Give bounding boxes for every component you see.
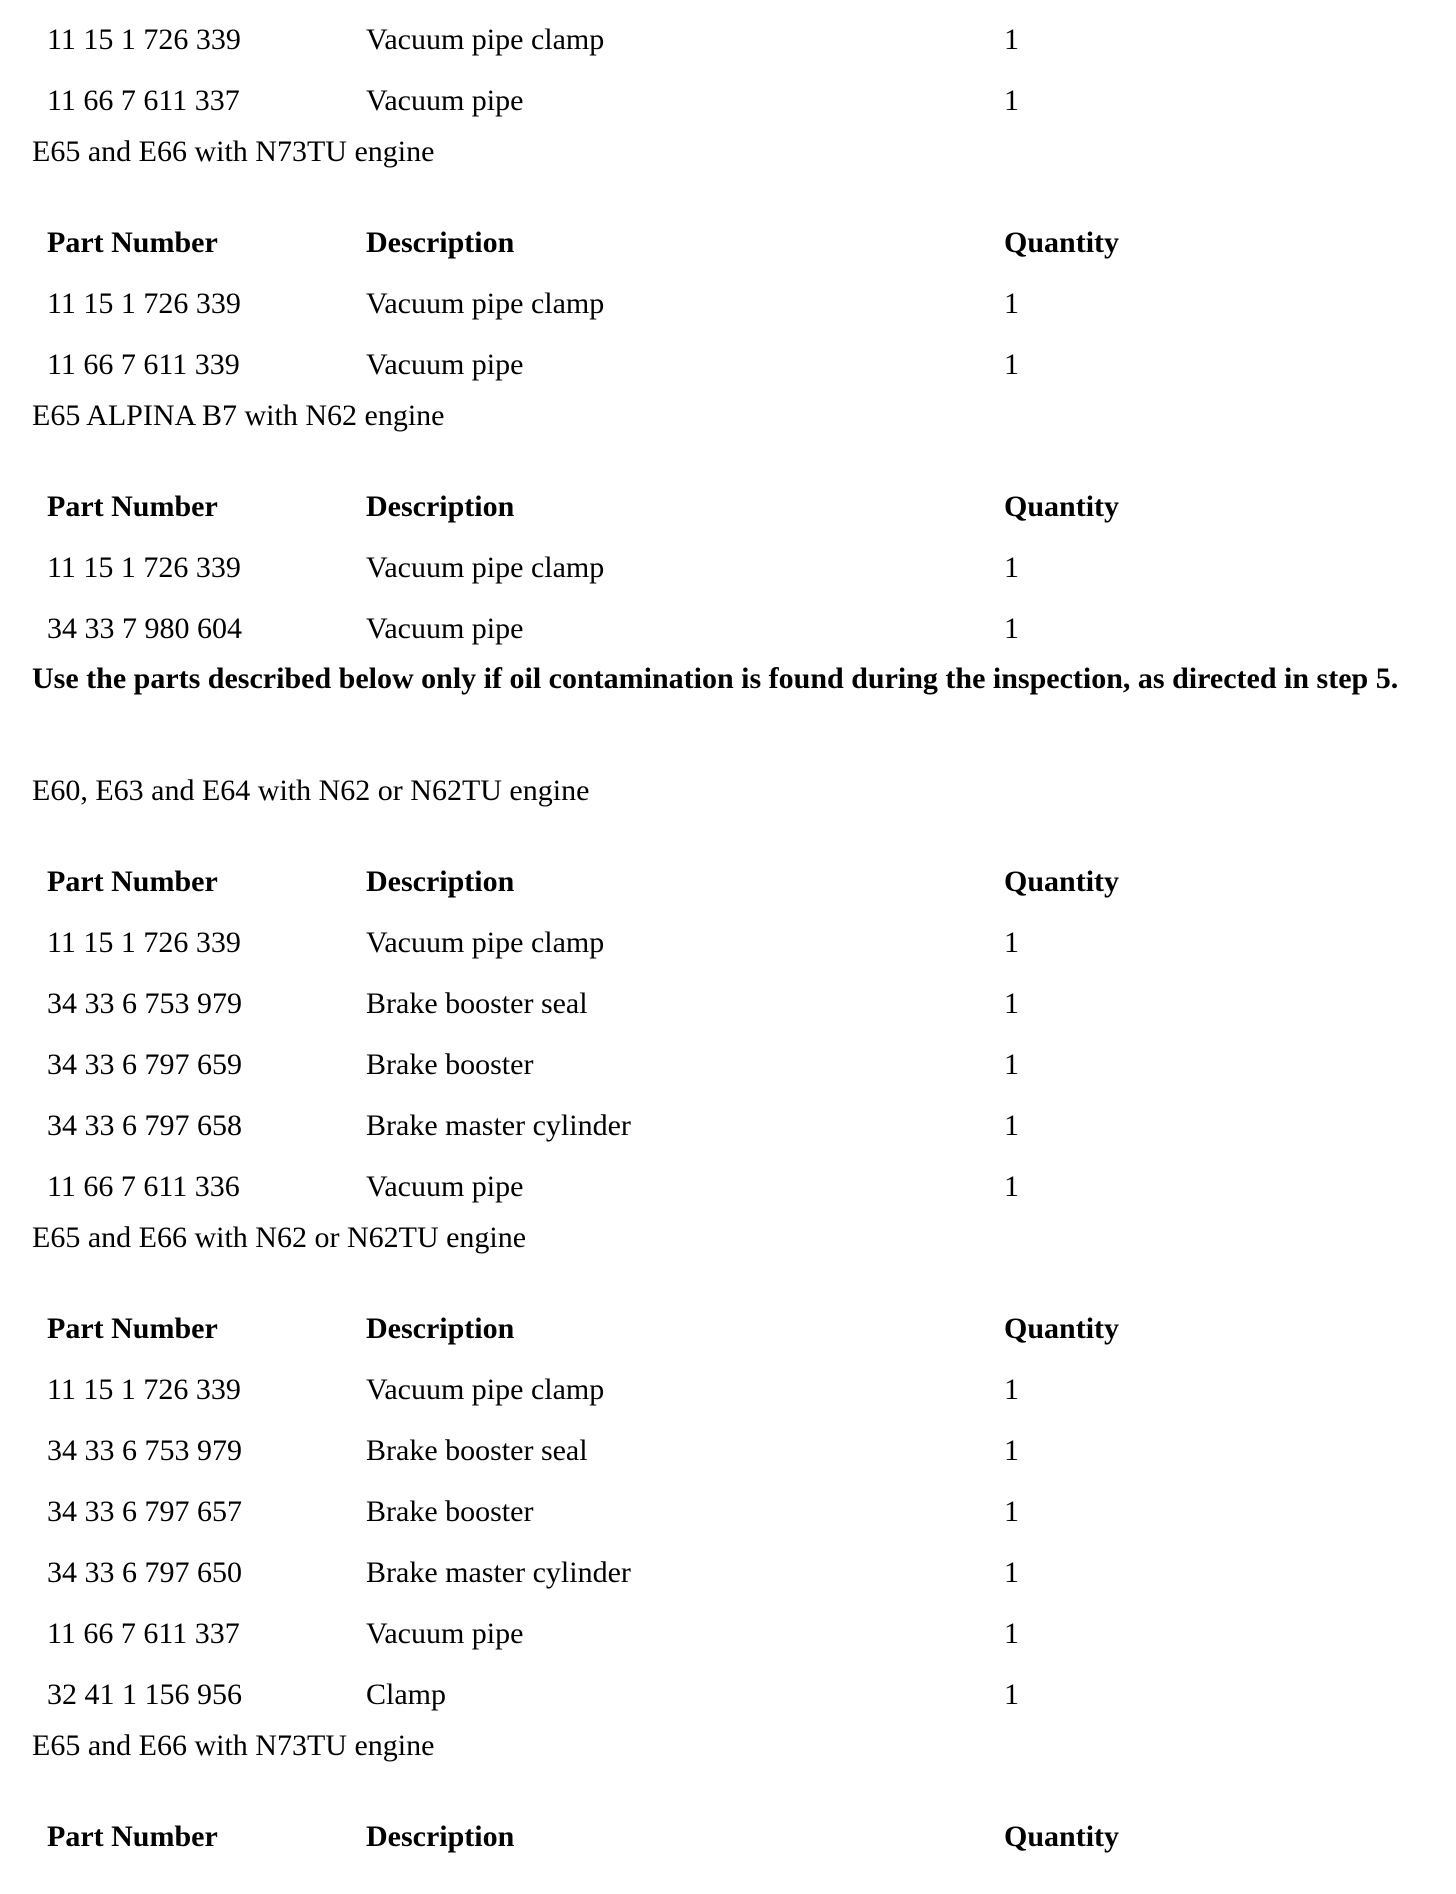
table-row bbox=[0, 1553, 1456, 1593]
quantity: 1 bbox=[1004, 1556, 1019, 1589]
part-number: 34 33 6 753 979 bbox=[47, 1434, 242, 1467]
header-description: Description bbox=[366, 1312, 515, 1345]
header-description: Description bbox=[366, 865, 515, 898]
table-header bbox=[0, 487, 1456, 527]
part-number: 34 33 6 797 658 bbox=[47, 1109, 242, 1142]
header-quantity: Quantity bbox=[1004, 865, 1120, 898]
description: Vacuum pipe clamp bbox=[366, 551, 605, 584]
quantity: 1 bbox=[1004, 1495, 1019, 1528]
part-number: 11 66 7 611 337 bbox=[47, 84, 240, 117]
quantity: 1 bbox=[1004, 287, 1019, 320]
header-quantity: Quantity bbox=[1004, 1312, 1120, 1345]
description: Vacuum pipe bbox=[366, 84, 524, 117]
section-caption: E65 and E66 with N73TU engine bbox=[32, 1729, 435, 1762]
table-row bbox=[0, 1167, 1456, 1207]
table-row bbox=[0, 1614, 1456, 1654]
description: Brake booster seal bbox=[366, 1434, 588, 1467]
quantity: 1 bbox=[1004, 926, 1019, 959]
quantity: 1 bbox=[1004, 348, 1019, 381]
header-part-number: Part Number bbox=[47, 226, 218, 259]
header-quantity: Quantity bbox=[1004, 226, 1120, 259]
part-number: 11 15 1 726 339 bbox=[47, 23, 241, 56]
table-row bbox=[0, 284, 1456, 324]
section-caption: E60, E63 and E64 with N62 or N62TU engine bbox=[32, 774, 590, 807]
table-row bbox=[0, 345, 1456, 385]
table-row bbox=[0, 923, 1456, 963]
table-row bbox=[0, 1675, 1456, 1715]
description: Brake booster seal bbox=[366, 987, 588, 1020]
header-description: Description bbox=[366, 226, 515, 259]
quantity: 1 bbox=[1004, 551, 1019, 584]
table-row bbox=[0, 20, 1456, 60]
section-caption: E65 ALPINA B7 with N62 engine bbox=[32, 399, 445, 432]
part-number: 34 33 6 753 979 bbox=[47, 987, 242, 1020]
quantity: 1 bbox=[1004, 84, 1019, 117]
description: Clamp bbox=[366, 1678, 446, 1711]
quantity: 1 bbox=[1004, 23, 1019, 56]
part-number: 11 66 7 611 336 bbox=[47, 1170, 240, 1203]
table-row bbox=[0, 609, 1456, 649]
part-number: 11 15 1 726 339 bbox=[47, 551, 241, 584]
header-part-number: Part Number bbox=[47, 1820, 218, 1853]
quantity: 1 bbox=[1004, 1678, 1019, 1711]
description: Vacuum pipe bbox=[366, 612, 524, 645]
description: Vacuum pipe clamp bbox=[366, 23, 605, 56]
table-row bbox=[0, 984, 1456, 1024]
description: Brake master cylinder bbox=[366, 1556, 631, 1589]
part-number: 34 33 6 797 659 bbox=[47, 1048, 242, 1081]
table-header bbox=[0, 223, 1456, 263]
description: Vacuum pipe bbox=[366, 348, 524, 381]
table-row bbox=[0, 1431, 1456, 1471]
part-number: 34 33 7 980 604 bbox=[47, 612, 242, 645]
quantity: 1 bbox=[1004, 1373, 1019, 1406]
table-row bbox=[0, 1106, 1456, 1146]
quantity: 1 bbox=[1004, 1048, 1019, 1081]
quantity: 1 bbox=[1004, 1170, 1019, 1203]
quantity: 1 bbox=[1004, 612, 1019, 645]
table-row bbox=[0, 1492, 1456, 1532]
table-header bbox=[0, 1309, 1456, 1349]
part-number: 11 15 1 726 339 bbox=[47, 926, 241, 959]
table-row bbox=[0, 1370, 1456, 1410]
header-part-number: Part Number bbox=[47, 865, 218, 898]
table-header bbox=[0, 862, 1456, 902]
description: Vacuum pipe bbox=[366, 1617, 524, 1650]
description: Brake booster bbox=[366, 1495, 534, 1528]
part-number: 11 66 7 611 337 bbox=[47, 1617, 240, 1650]
table-row bbox=[0, 1045, 1456, 1085]
description: Vacuum pipe clamp bbox=[366, 926, 605, 959]
header-part-number: Part Number bbox=[47, 1312, 218, 1345]
description: Vacuum pipe bbox=[366, 1170, 524, 1203]
description: Brake booster bbox=[366, 1048, 534, 1081]
header-part-number: Part Number bbox=[47, 490, 218, 523]
table-header bbox=[0, 1817, 1456, 1857]
quantity: 1 bbox=[1004, 1617, 1019, 1650]
quantity: 1 bbox=[1004, 987, 1019, 1020]
oil-contamination-note: Use the parts described below only if oil contamination is found during the inspection, as directed in step 5. bbox=[32, 662, 1399, 695]
quantity: 1 bbox=[1004, 1109, 1019, 1142]
section-caption: E65 and E66 with N62 or N62TU engine bbox=[32, 1221, 527, 1254]
description: Brake master cylinder bbox=[366, 1109, 631, 1142]
table-row bbox=[0, 548, 1456, 588]
part-number: 32 41 1 156 956 bbox=[47, 1678, 242, 1711]
description: Vacuum pipe clamp bbox=[366, 287, 605, 320]
section-caption: E65 and E66 with N73TU engine bbox=[32, 135, 435, 168]
table-row bbox=[0, 81, 1456, 121]
header-quantity: Quantity bbox=[1004, 490, 1120, 523]
part-number: 34 33 6 797 650 bbox=[47, 1556, 242, 1589]
part-number: 11 15 1 726 339 bbox=[47, 287, 241, 320]
part-number: 34 33 6 797 657 bbox=[47, 1495, 242, 1528]
description: Vacuum pipe clamp bbox=[366, 1373, 605, 1406]
header-description: Description bbox=[366, 490, 515, 523]
header-quantity: Quantity bbox=[1004, 1820, 1120, 1853]
header-description: Description bbox=[366, 1820, 515, 1853]
part-number: 11 66 7 611 339 bbox=[47, 348, 240, 381]
quantity: 1 bbox=[1004, 1434, 1019, 1467]
part-number: 11 15 1 726 339 bbox=[47, 1373, 241, 1406]
